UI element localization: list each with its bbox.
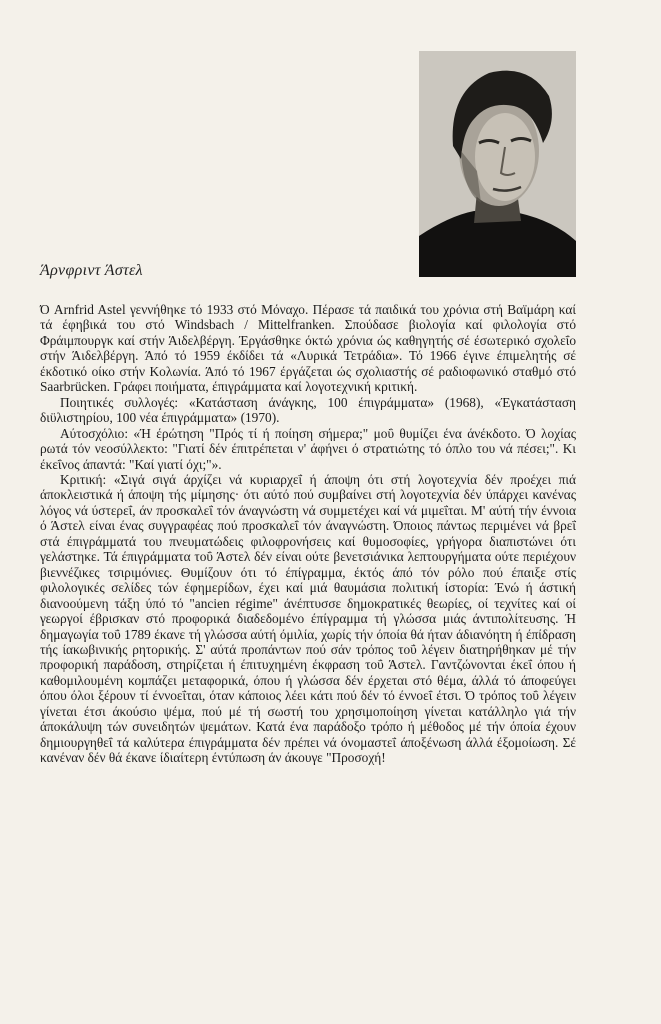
collections-paragraph: Ποιητικές συλλογές: «Κατάσταση άνάγκης, 100 έπιγράμματα» (1968), «Έγκατάσταση διϋλιστηρίου, 100 νέα έπιγράμματα» (1970). xyxy=(40,394,576,426)
biography-text xyxy=(40,302,576,766)
portrait-illustration xyxy=(419,51,576,277)
self-commentary-paragraph: Αύτοσχόλιο: «Ή έρώτηση "Πρός τί ή ποίηση σήμερα;" μοΰ θυμίζει ένα άνέκδοτο. Ό λοχίας ρωτά τόν νεοσύλλεκτο: "Γιατί δέν έπιτρέπεται ν' άφήνει ό στρατιώτης τό όπλο του νά πέσει;". Κι έκεΐνος άπαντά: "Καί γιατί όχι;"». xyxy=(40,425,576,472)
biography-paragraph: Ό Arnfrid Astel γεννήθηκε τό 1933 στό Μόναχο. Πέρασε τά παιδικά του χρόνια στή Βαϊμάρη καί τά έφηβικά του στό Windsbach / Mittelfranken. Σπούδασε βιολογία καί φιλολογία στό Φράιμπουργκ καί στήν Άιδελβέργη. Έργάσθηκε όκτώ χρόνια ώς καθηγητής σέ έσωτερικό σχολεΐο στήν Άιδελβέργη. Άπό τό 1959 έκδίδει τά «Λυρικά Τετράδια». Τό 1966 έγινε έπιμελητής σέ έκδοτικό οίκο στήν Κολωνία. Άπό τό 1967 έργάζεται ώς σχολιαστής σέ ραδιοφωνικό σταθμό στό Saarbrücken. Γράφει ποιήματα, έπιγράμματα καί λογοτεχνική κριτική. xyxy=(40,302,576,395)
author-portrait xyxy=(419,51,576,277)
author-name: Άρνφριντ Άστελ xyxy=(40,262,143,279)
criticism-paragraph: Κριτική: «Σιγά σιγά άρχίζει νά κυριαρχεΐ ή άποψη ότι στή λογοτεχνία δέν προέχει πιά άποκλειστικά ή άποψη τής μίμησης· ότι αύτό πού συμβαίνει στή λογοτεχνία δέν ύπάρχει κανένας λόγος νά ύστερεΐ, άν προσκαλεΐ τόν άναγνώστη νά συμμετέχει καί νά μιμεΐται. Μ' αύτή τήν έννοια ό Άστελ είναι ένας συγγραφέας πού προσκαλεΐ τόν άναγνώστη. Όποιος πάντως περιμένει νά βρεΐ στά έπιγράμματά του πνευματώδεις φιλοφρονήσεις καί θυμοσοφίες, γρήγορα διαπιστώνει ότι γελάστηκε. Τά έπιγράμματα τοΰ Άστελ δέν είναι ούτε βενετσιάνικα λεπτουργήματα ούτε περιέχουν βιεννέζικες τσιριμόνιες. Θυμίζουν ότι τό έπίγραμμα, έκτός άπό τόν ρόλο πού έπαιξε στίς φιλολογικές σελίδες τών έφημερίδων, έχει καί μιά θαυμάσια πολιτική ίστορία: Ένώ ή άστική διανοούμενη τάξη ύπό τό "ancien régime" άνέπτυσσε δημοκρατικές θεωρίες, οί τεχνίτες καί οί γεωργοί έβρισκαν στό προφορικά διαδεδομένο έπίγραμμα τή γλώσσα μιάς άντιπολίτευσης. Ή δημαγωγία τοΰ 1789 έκανε τή γλώσσα αύτή όμιλία, χωρίς τήν όποία θά ήταν άδιανόητη ή έπίδραση τής ίακωβινικής ρητορικής. Σ' αύτά προπάντων πού σάν τρόπος τοΰ λέγειν διατηρήθηκαν μέ τήν προφορική παράδοση, στηρίζεται ή έπιτυχημένη έκφραση τοΰ Άστελ. Γαντζώνονται έκεΐ όπου ή καθομιλουμένη κομπάζει μεταφορικά, όπου ή γλώσσα δέν έρχεται στό θέμα, άλλά τό άποφεύγει όπου όλοι ξέρουν τί έννοεΐται, όταν κάποιος λέει κάτι πού δέν τό έννοεΐ έτσι. Ό τρόπος τοΰ λέγειν γίνεται έτσι άκούσιο ψέμα, πού μέ τή σωστή του χρησιμοποίηση γίνεται κατάλληλο γιά τήν άποκάλυψη τών συνειδητών ψεμάτων. Κατά ένα παράδοξο τρόπο ή μέθοδος μέ τήν όποία έχουν δημιουργηθεΐ τά καλύτερα έπιγράμματα δέν πρέπει νά όνομαστεΐ άποξένωση άλλά έξομοίωση. Σέ κανέναν δέν θά έκανε ίδιαίτερη έντύπωση άν άκουγε "Προσοχή! xyxy=(40,471,576,766)
